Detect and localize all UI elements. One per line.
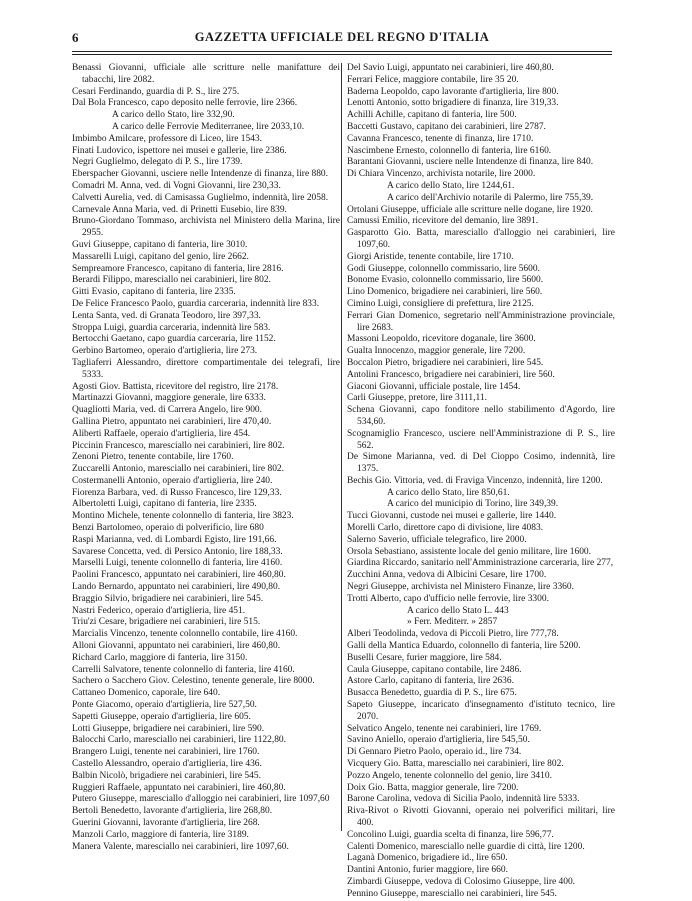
pension-entry: Berardi Filippo, maresciallo nei carabinieri, lire 802.	[72, 275, 271, 286]
pension-entry: Nascimbene Ernesto, colonnello di fanteria, lire 6160.	[347, 145, 552, 156]
pension-entry: Agosti Giov. Battista, ricevitore del registro, lire 2178.	[72, 381, 279, 392]
pension-entry: Piccinin Francesco, maresciallo nei carabinieri, lire 802.	[72, 440, 285, 451]
pension-entry: Balbin Nicolò, brigadiere nei carabinieri, lire 545.	[72, 770, 261, 781]
pension-entry: Ortolani Giuseppe, ufficiale alle scritture nelle dogane, lire 1920.	[347, 204, 593, 215]
header-rule-top	[72, 51, 612, 52]
pension-entry: Gallina Pietro, appuntato nei carabinieri, lire 470,40.	[72, 416, 272, 427]
pension-entry: Zuccarelli Antonio, maresciallo nei carabinieri, lire 802.	[72, 464, 284, 475]
pension-subentry: A carico dello Stato, lire 850,61.	[387, 487, 510, 498]
pension-entry: Sapeto Giuseppe, incaricato d'insegnamento d'istituto tecnico, lire 2070.	[347, 700, 615, 722]
pension-entry: Baccetti Gustavo, capitano dei carabinieri, lire 2787.	[347, 121, 546, 132]
pension-entry: Antolini Francesco, brigadiere nei carabinieri, lire 560.	[347, 369, 555, 380]
pension-entry: Tagliaferri Alessandro, direttore compartimentale dei telegrafi, lire 5333.	[72, 357, 340, 380]
pension-entry: Dal Bola Francesco, capo deposito nelle ferrovie, lire 2366.	[72, 98, 298, 109]
pension-entry: Lenta Santa, ved. di Granata Teodoro, lire 397,33.	[72, 310, 261, 321]
pension-entry: Cattaneo Domenico, caporale, lire 640.	[72, 688, 221, 699]
pension-entry: Bonome Evasio, colonnello commissario, lire 5600.	[347, 275, 544, 286]
column-divider	[341, 63, 342, 831]
pension-entry: Balocchi Carlo, maresciallo nei carabinieri, lire 1122,80.	[72, 735, 287, 746]
pension-entry: Alloni Giovanni, appuntato nei carabinieri, lire 460,80.	[72, 641, 281, 652]
pension-entry: Bruno-Giordano Tommaso, archivista nel Ministero della Marina, lire 2955.	[72, 216, 340, 239]
pension-entry: Raspi Marianna, ved. di Lombardi Egisto, lire 191,66.	[72, 534, 277, 545]
pension-entry: Tucci Giovanni, custode nei musei e gallerie, lire 1440.	[347, 511, 557, 522]
pension-entry: Lotti Giuseppe, brigadiere nei carabinieri, lire 590.	[72, 723, 265, 734]
pension-entry: Cimino Luigi, consigliere di prefettura, lire 2125.	[347, 298, 534, 309]
pension-entry: Godi Giuseppe, colonnello commissario, lire 5600.	[347, 263, 540, 274]
pension-entry: Scognamiglio Francesco, usciere nell'Amministrazione di P. S., lire 562.	[347, 428, 615, 451]
pension-entry: Finati Ludovico, ispettore nei musei e gallerie, lire 2386.	[72, 145, 287, 156]
pension-entry: Savarese Concetta, ved. di Persico Antonio, lire 188,33.	[72, 546, 283, 557]
pension-entry: Montino Michele, tenente colonnello di fanteria, lire 3823.	[72, 511, 294, 522]
pension-entry: Camussi Emilio, ricevitore del demanio, lire 3891.	[347, 216, 539, 227]
header-rule-bottom	[72, 54, 612, 55]
pension-entry: Benzi Bartolomeo, operaio di polverificio, lire 680	[72, 523, 264, 534]
pension-entry: Di Gennaro Pietro Paolo, operaio id., lire 734.	[347, 747, 522, 758]
pension-entry: Putero Giuseppe, maresciallo d'alloggio nei carabinieri, lire 1097,60	[72, 794, 330, 805]
pension-entry: Quagliotti Maria, ved. di Carrera Angelo, lire 900.	[72, 405, 263, 416]
pension-entry: Alberi Teodolinda, vedova di Piccoli Pietro, lire 777,78.	[347, 629, 559, 640]
pension-entry: Negri Guglielmo, delegato di P. S., lire 1739.	[72, 157, 243, 168]
pension-entry: Barone Carolina, vedova di Sicilia Paolo, indennità lire 5333.	[347, 794, 580, 805]
pension-entry: Giorgi Aristide, tenente contabile, lire 1710.	[347, 251, 514, 262]
pension-entry: Lenotti Antonio, sotto brigadiere di finanza, lire 319,33.	[347, 98, 559, 109]
pension-entry: Guerini Giovanni, lavorante d'artiglieria, lire 268.	[72, 818, 260, 828]
pension-entry: Buselli Cesare, furier maggiore, lire 584.	[347, 652, 502, 663]
page-header	[72, 30, 612, 46]
pension-entry: Laganà Domenico, brigadiere id., lire 650.	[347, 853, 508, 864]
pension-entry: Comadri M. Anna, ved. di Vogni Giovanni, lire 230,33.	[72, 180, 281, 191]
pension-entry: Del Savio Luigi, appuntato nei carabinieri, lire 460,80.	[347, 63, 554, 73]
pension-entry: Vicquery Gio. Batta, maresciallo nei carabinieri, lire 802.	[347, 759, 564, 770]
pension-entry: Orsola Sebastiano, assistente locale del genio militare, lire 1600.	[347, 546, 591, 557]
pension-entry: Zucchini Anna, vedova di Albicini Cesare, lire 1700.	[347, 570, 547, 581]
pension-entry: Carrelli Salvatore, tenente colonnello di fanteria, lire 4160.	[72, 664, 295, 675]
pension-entry: Costermanelli Antonio, operaio d'artiglieria, lire 240.	[72, 475, 273, 486]
pension-entry: Sachero o Sacchero Giov. Celestino, tenente generale, lire 8000.	[72, 676, 315, 687]
pension-entry: Lando Bernardo, appuntato nei carabinieri, lire 490,80.	[72, 582, 281, 593]
page-title: GAZZETTA UFFICIALE DEL REGNO D'ITALIA	[194, 30, 490, 44]
pension-entry: Concolino Luigi, guardia scelta di finanza, lire 596,77.	[347, 829, 554, 840]
pension-entry: Giaconi Giovanni, ufficiale postale, lire 1454.	[347, 381, 521, 392]
pension-entry: Imbimbo Amilcare, professore di Liceo, lire 1543.	[72, 133, 263, 144]
pension-entry: Massoni Leopoldo, ricevitore doganale, lire 3600.	[347, 334, 536, 345]
pension-subentry: A carico dello Stato, lire 332,90.	[112, 110, 235, 121]
pension-entry: Gitti Evasio, capitano di fanteria, lire 2335.	[72, 287, 236, 298]
pension-entry: Eberspacher Giovanni, usciere nelle Intendenze di finanza, lire 880.	[72, 169, 329, 180]
pension-entry: Baderna Leopoldo, capo lavorante d'artiglieria, lire 800.	[347, 86, 559, 97]
pension-subentry: A carico dello Stato L. 443	[407, 605, 509, 616]
pension-subentry: » Ferr. Mediterr. » 2857	[407, 617, 498, 628]
pension-entry: Trotti Alberto, capo d'ufficio nelle ferrovie, lire 3300.	[347, 593, 549, 604]
pension-subentry: A carico dello Stato, lire 1244,61.	[387, 180, 515, 191]
pension-entry: Massarelli Luigi, capitano del genio, lire 2662.	[72, 251, 249, 262]
pension-entry: Triu'zi Cesare, brigadiere nei carabinieri, lire 515.	[72, 617, 261, 628]
pension-entry: Ferrari Gian Domenico, segretario nell'Amministrazione provinciale, lire 2683.	[347, 310, 615, 333]
pension-entry: Galli della Mantica Eduardo, colonnello di fanteria, lire 5200.	[347, 641, 581, 652]
pension-entry: Zenoni Pietro, tenente contabile, lire 1760.	[72, 452, 234, 463]
pension-entry: De Felice Francesco Paolo, guardia carceraria, indennità lire 833.	[72, 298, 320, 309]
pension-entry: Benassi Giovanni, ufficiale alle scritture nelle manifatture dei tabacchi, lire 2082.	[72, 63, 340, 85]
pension-entry: Salerno Saverio, ufficiale telegrafico, lire 2000.	[347, 534, 527, 545]
pension-entry: Giardina Riccardo, sanitario nell'Amministrazione carceraria, lire 277,	[347, 558, 614, 569]
page-number: 6	[72, 30, 79, 45]
pension-entry: Manera Valente, maresciallo nei carabinieri, lire 1097,60.	[72, 841, 289, 852]
pension-entry: Pennino Giuseppe, maresciallo nei carabinieri, lire 545.	[347, 888, 557, 899]
pension-entry: Gerbino Bartomeo, operaio d'artiglieria, lire 273.	[72, 346, 258, 357]
pension-subentry: A carico dell'Archivio notarile di Palermo, lire 755,39.	[387, 192, 594, 203]
pension-entry: Schena Giovanni, capo fonditore nello stabilimento d'Agordo, lire 534,60.	[347, 405, 615, 427]
pension-entry: Selvatico Angelo, tenente nei carabinieri, lire 1769.	[347, 723, 542, 734]
pension-entry: Astore Carlo, capitano di fanteria, lire 2636.	[347, 676, 514, 687]
pension-entry: Ferrari Felice, maggiore contabile, lire 35 20.	[347, 74, 519, 85]
pension-entry: Marselli Luigi, tenente colonnello di fanteria, lire 4160.	[72, 558, 283, 569]
pension-entry: Ponte Giacomo, operaio d'artiglieria, lire 527,50.	[72, 700, 257, 711]
left-column	[72, 63, 340, 853]
pension-entry: Richard Carlo, maggiore di fanteria, lire 3150.	[72, 652, 248, 663]
pension-entry: Manzoli Carlo, maggiore di fanteria, lire 3189.	[72, 829, 249, 840]
pension-entry: Sapetti Giuseppe, operaio d'artiglieria, lire 605.	[72, 711, 251, 722]
pension-entry: Busacca Benedetto, guardia di P. S., lire 675.	[347, 688, 517, 699]
pension-entry: Di Chiara Vincenzo, archivista notarile, lire 2000.	[347, 169, 536, 180]
pension-entry: Fiorenza Barbara, ved. di Russo Francesco, lire 129,33.	[72, 487, 282, 498]
pension-entry: Albertoletti Luigi, capitano di fanteria, lire 2335.	[72, 499, 257, 510]
right-column	[347, 63, 615, 901]
pension-entry: Paolini Francesco, appuntato nei carabinieri, lire 460,80.	[72, 570, 286, 581]
pension-entry: Morelli Carlo, direttore capo di divisione, lire 4083.	[347, 523, 544, 534]
pension-entry: Bertocchi Gaetano, capo guardia carceraria, lire 1152.	[72, 334, 276, 345]
pension-entry: Martinazzi Giovanni, maggiore generale, lire 6333.	[72, 393, 266, 404]
pension-entry: Gualta Innocenzo, maggior generale, lire 7200.	[347, 346, 526, 357]
pension-entry: Aliberti Raffaele, operaio d'artiglieria, lire 454.	[72, 428, 251, 439]
pension-entry: Cavanna Francesco, tenente di finanza, lire 1710.	[347, 133, 534, 144]
pension-entry: Brangero Luigi, tenente nei carabinieri, lire 1760.	[72, 747, 260, 758]
pension-entry: De Simone Marianna, ved. di Del Cioppo Cosimo, indennità, lire 1375.	[347, 452, 615, 475]
pension-entry: Dantini Antonio, furier maggiore, lire 660.	[347, 865, 508, 876]
pension-entry: Marcialis Vincenzo, tenente colonnello contabile, lire 4160.	[72, 629, 298, 640]
pension-subentry: A carico delle Ferrovie Mediterranee, lire 2033,10.	[112, 121, 305, 132]
pension-entry: Calvetti Aurelia, ved. di Camisassa Guglielmo, indennità, lire 2058.	[72, 192, 329, 203]
pension-entry: Pozzo Angelo, tenente colonnello del genio, lire 3410.	[347, 770, 552, 781]
pension-entry: Stroppa Luigi, guardia carceraria, indennità lire 583.	[72, 322, 271, 333]
pension-entry: Barantani Giovanni, usciere nelle Intendenze di finanza, lire 840.	[347, 157, 594, 168]
pension-entry: Guvi Giuseppe, capitano di fanteria, lire 3010.	[72, 239, 248, 250]
pension-entry: Braggio Silvio, brigadiere nei carabinieri, lire 545.	[72, 593, 264, 604]
pension-subentry: A carico del municipio di Torino, lire 349,39.	[387, 499, 559, 510]
pension-entry: Boccalon Pietro, brigadiere nei carabinieri, lire 545.	[347, 357, 544, 368]
pension-entry: Zimbardi Giuseppe, vedova di Colosimo Giuseppe, lire 400.	[347, 876, 576, 887]
pension-entry: Bechis Gio. Vittoria, ved. di Fraviga Vincenzo, indennità, lire 1200.	[347, 475, 603, 486]
pension-entry: Achilli Achille, capitano di fanteria, lire 500.	[347, 110, 517, 121]
pension-entry: Doix Gio. Batta, maggior generale, lire 7200.	[347, 782, 519, 793]
pension-entry: Nastri Federico, operaio d'artiglieria, lire 451.	[72, 605, 246, 616]
pension-entry: Sempreamore Francesco, capitano di fanteria, lire 2816.	[72, 263, 284, 274]
pension-entry: Calenti Domenico, maresciallo nelle guardie di città, lire 1200.	[347, 841, 585, 852]
pension-entry: Gasparotto Gio. Batta, maresciallo d'alloggio nei carabinieri, lire 1097,60.	[347, 228, 615, 250]
pension-entry: Cesari Ferdinando, guardia di P. S., lire 275.	[72, 86, 240, 97]
pension-entry: Lino Domenico, brigadiere nei carabinieri, lire 560.	[347, 287, 543, 298]
pension-entry: Negri Giuseppe, archivista nel Ministero Finanze, lire 3360.	[347, 582, 574, 593]
pension-entry: Carli Giuseppe, pretore, lire 3111,11.	[347, 393, 487, 404]
pension-entry: Castello Alessandro, operaio d'artiglieria, lire 436.	[72, 759, 262, 770]
pension-entry: Ruggieri Raffaele, appuntato nei carabinieri, lire 460,80.	[72, 782, 286, 793]
pension-entry: Bertoli Benedetto, lavorante d'artiglieria, lire 268,80.	[72, 806, 273, 817]
pension-entry: Savino Aniello, operaio d'artiglieria, lire 545,50.	[347, 735, 530, 746]
pension-entry: Carnevale Anna Maria, ved. di Prinetti Eusebio, lire 839.	[72, 204, 287, 215]
pension-entry: Caula Giuseppe, capitano contabile, lire 2486.	[347, 664, 522, 675]
pension-entry: Riva-Rivot o Rivotti Giovanni, operaio nei polverifici militari, lire 400.	[347, 806, 615, 828]
